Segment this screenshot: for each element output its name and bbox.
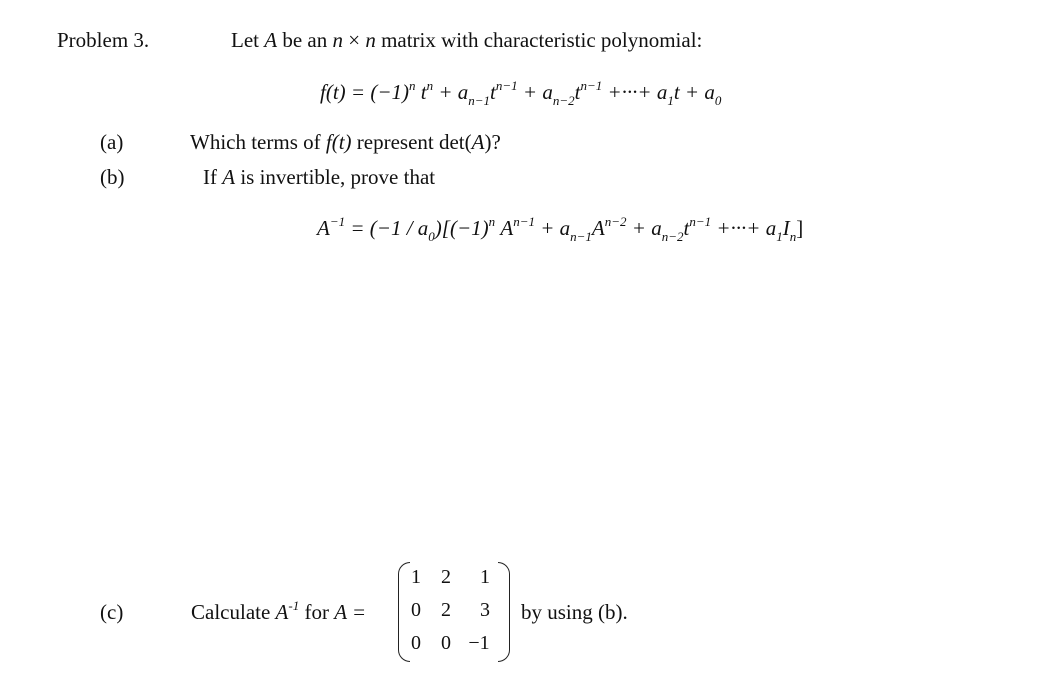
inv-exp4: n−1 [689,214,712,229]
part-c-var: A [275,600,289,624]
part-a-question [190,130,501,155]
intro-suffix: matrix with characteristic polynomial: [381,28,703,52]
f-plus2: + a [522,80,553,104]
matrix-cell: 1 [411,566,421,588]
inv-exp3: n−2 [604,214,627,229]
f-t2: t [490,80,496,104]
part-b-prefix: If [203,165,217,189]
inv-sub1: n−1 [570,229,592,244]
part-a-prefix: Which terms of [190,130,321,154]
inv-eq: = (−1 / a [350,216,429,240]
f-t1: t [420,80,427,104]
inv-a2: A [500,216,514,240]
part-b-var: A [222,165,236,189]
f-sub3: 1 [667,93,674,108]
part-a-func: f(t) [325,130,352,154]
part-b-statement [203,165,435,190]
part-c-question [191,600,366,625]
part-a-var: A [471,130,485,154]
inv-t: t [683,216,690,240]
part-a-label: (a) [100,130,124,154]
part-c-label: (c) [100,600,124,624]
f-tail: +···+ a [607,80,668,104]
matrix-cell: 0 [411,632,421,654]
f-exp-n1: n [408,78,416,93]
inv-sub0: 0 [428,229,435,244]
intro-prefix: Let [231,28,259,52]
f-sub4: 0 [714,93,722,108]
inv-sub2: n−2 [661,229,684,244]
inv-tail: +···+ a [716,216,777,240]
matrix-cell: 1 [480,566,490,588]
f-sub1: n−1 [468,93,491,108]
inverse-formula [317,214,804,244]
inv-a3: A [591,216,605,240]
f-t3: t [574,80,581,104]
part-c-suffix: by using (b). [521,600,628,624]
part-a-suffix: )? [484,130,501,154]
f-plus1: + a [438,80,469,104]
matrix-cell: 2 [441,566,451,588]
inv-a: A [317,216,330,240]
matrix-cell: 0 [411,599,421,621]
inv-open: )[(−1) [434,216,489,240]
f-lhs: f(t) = (−1) [320,80,409,104]
f-exp2: n−1 [495,78,518,93]
intro-mid: be an [282,28,328,52]
inv-exp-n: n [488,214,496,229]
inv-subn: n [789,229,797,244]
inv-i: I [782,216,790,240]
part-a-mid: represent det( [356,130,472,154]
intro-var-n1: n [332,28,343,52]
matrix-cell: 3 [480,599,490,621]
f-sub2: n−2 [552,93,575,108]
part-c-prefix: Calculate [191,600,271,624]
f-t4: t + a [673,80,715,104]
part-c-for: for [304,600,329,624]
inv-sub3: 1 [776,229,783,244]
characteristic-polynomial [320,78,722,108]
intro-var-a: A [264,28,278,52]
f-exp-n2: n [426,78,434,93]
matrix-a [398,562,510,662]
matrix-cell: 2 [441,599,451,621]
intro-var-n2: n [365,28,376,52]
problem-intro [231,28,702,53]
inv-close: ] [796,216,804,240]
inv-plus2: + a [631,216,662,240]
intro-times: × [348,28,361,52]
inv-exp2: n−1 [513,214,535,229]
part-c-eq: A = [334,600,367,624]
problem-label: Problem 3. [57,28,150,52]
inv-exp-neg1: −1 [329,214,346,229]
part-b-label: (b) [100,165,125,189]
part-b-suffix: is invertible, prove that [240,165,436,189]
f-exp3: n−1 [580,78,603,93]
matrix-cell: 0 [441,632,451,654]
inv-plus1: + a [540,216,571,240]
part-c-exp: -1 [288,598,300,613]
matrix-cell: −1 [468,632,490,654]
